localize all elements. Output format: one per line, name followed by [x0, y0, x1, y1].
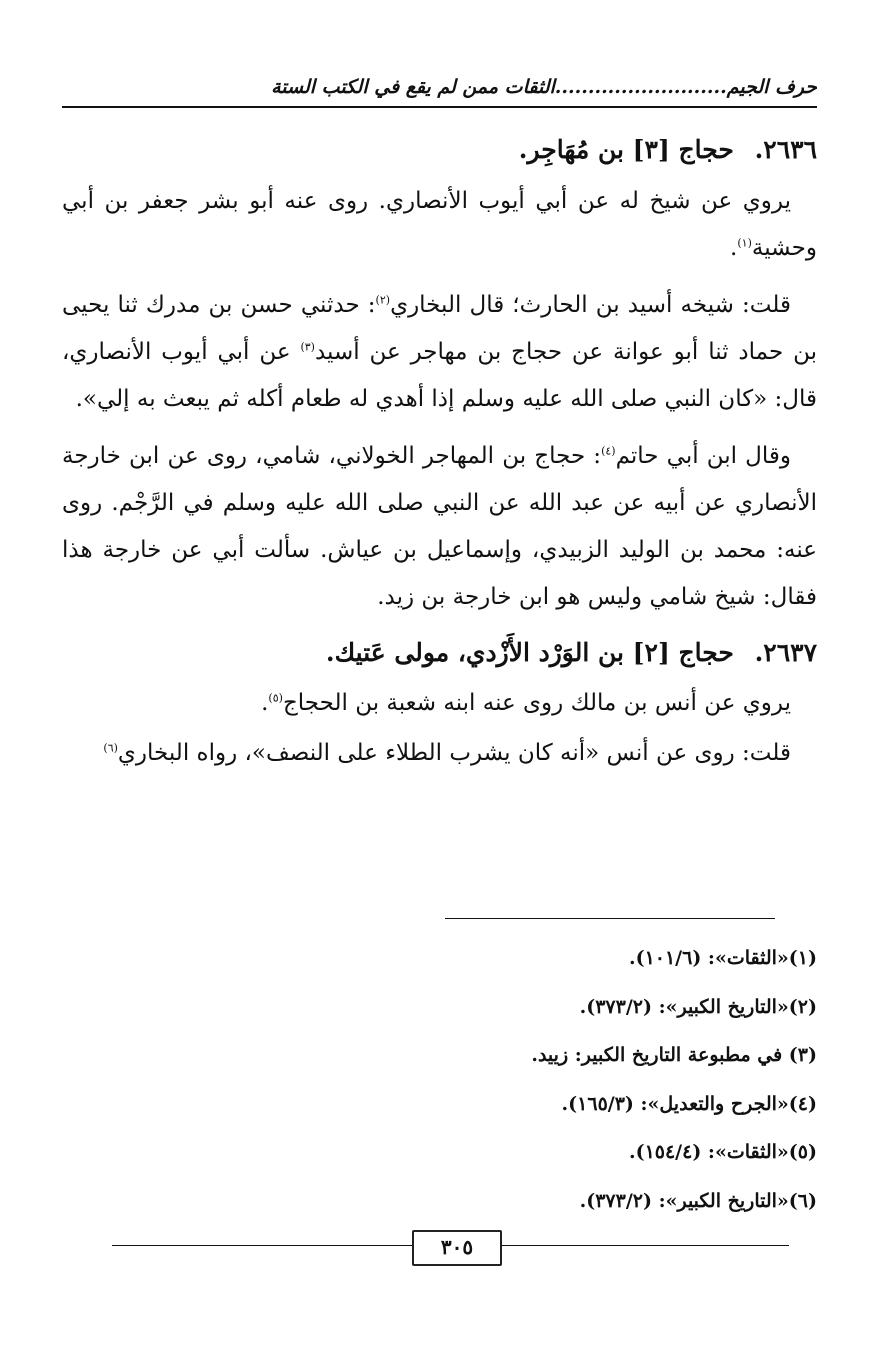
paragraph-text: يروي عن أنس بن مالك روى عنه ابنه شعبة بن الحجاج [282, 690, 791, 716]
paragraph [62, 681, 817, 725]
footnote-marker: (٣) [300, 340, 315, 354]
paragraph [62, 433, 817, 621]
footnote: (٦)«التاريخ الكبير»: (٣٧٣/٢). [579, 1189, 817, 1212]
entry-heading-2636 [62, 128, 817, 172]
main-text [62, 128, 817, 781]
header-book-title: الثقات ممن لم يقع في الكتب الستة [271, 76, 555, 98]
footnote-marker: (٦) [103, 741, 118, 755]
header-chapter-title: حرف الجيم.......................... [554, 76, 817, 98]
entry-title: حجاج [٣] بن مُهَاجِر. [518, 135, 734, 164]
paragraph-text: عن أبي أيوب الأنصاري، قال: «كان النبي صلى الله عليه وسلم إذا أهدي له طعام أكله ثم يبعث به إلي». [62, 339, 817, 412]
footnote: (٥)«الثقات»: (١٥٤/٤). [628, 1141, 817, 1163]
footnote-marker: (٥) [268, 691, 283, 705]
entry-title: حجاج [٢] بن الوَرْد الأَزْدي، مولى عَتيك. [325, 638, 734, 667]
footnotes-list [62, 934, 817, 1225]
paragraph-text: : حجاج بن المهاجر الخولاني، شامي، روى عن ابن خارجة الأنصاري عن أبيه عن عبد الله عن النبي صلى الله عليه وسلم في الرَّجْم. روى عنه: محمد بن الوليد الزبيدي، وإسماعيل بن عياش. سألت أبي عن خارجة هذا فقال: شيخ شامي وليس هو ابن خارجة بن زيد. [62, 443, 817, 610]
paragraph-text: . [730, 235, 738, 261]
footnote-marker: (٤) [601, 444, 616, 458]
page-number: ٣٠٥ [412, 1230, 502, 1266]
paragraph-text: وقال ابن أبي حاتم [615, 443, 791, 469]
footnote-marker: (١) [737, 236, 752, 250]
footnote: (٢)«التاريخ الكبير»: (٣٧٣/٢). [579, 995, 817, 1018]
entry-number: ٢٦٣٧. [754, 638, 817, 667]
paragraph-text: . [261, 690, 269, 716]
paragraph-text: : حدثني حسن بن مدرك ثنا يحيى بن حماد ثنا أبو عوانة عن حجاج بن مهاجر عن أسيد [62, 292, 817, 365]
entry-heading-2637 [62, 631, 817, 675]
paragraph [62, 178, 817, 272]
paragraph [62, 731, 817, 775]
footnote-separator [445, 918, 775, 919]
footnote: (٣) في مطبوعة التاريخ الكبير: زييد. [531, 1044, 817, 1066]
paragraph-text: قلت: شيخه أسيد بن الحارث؛ قال البخاري [390, 292, 791, 318]
footnote: (١)«الثقات»: (١٠١/٦). [628, 947, 817, 969]
paragraph-text: يروي عن شيخ له عن أبي أيوب الأنصاري. روى عنه أبو بشر جعفر بن أبي وحشية [62, 188, 817, 261]
paragraph-text: قلت: روى عن أنس «أنه كان يشرب الطلاء على النصف»، رواه البخاري [117, 740, 791, 766]
running-header [62, 72, 817, 108]
footnote: (٤)«الجرح والتعديل»: (١٦٥/٣). [561, 1092, 817, 1115]
footnote-marker: (٢) [375, 293, 391, 307]
paragraph [62, 282, 817, 423]
entry-number: ٢٦٣٦. [754, 135, 817, 164]
